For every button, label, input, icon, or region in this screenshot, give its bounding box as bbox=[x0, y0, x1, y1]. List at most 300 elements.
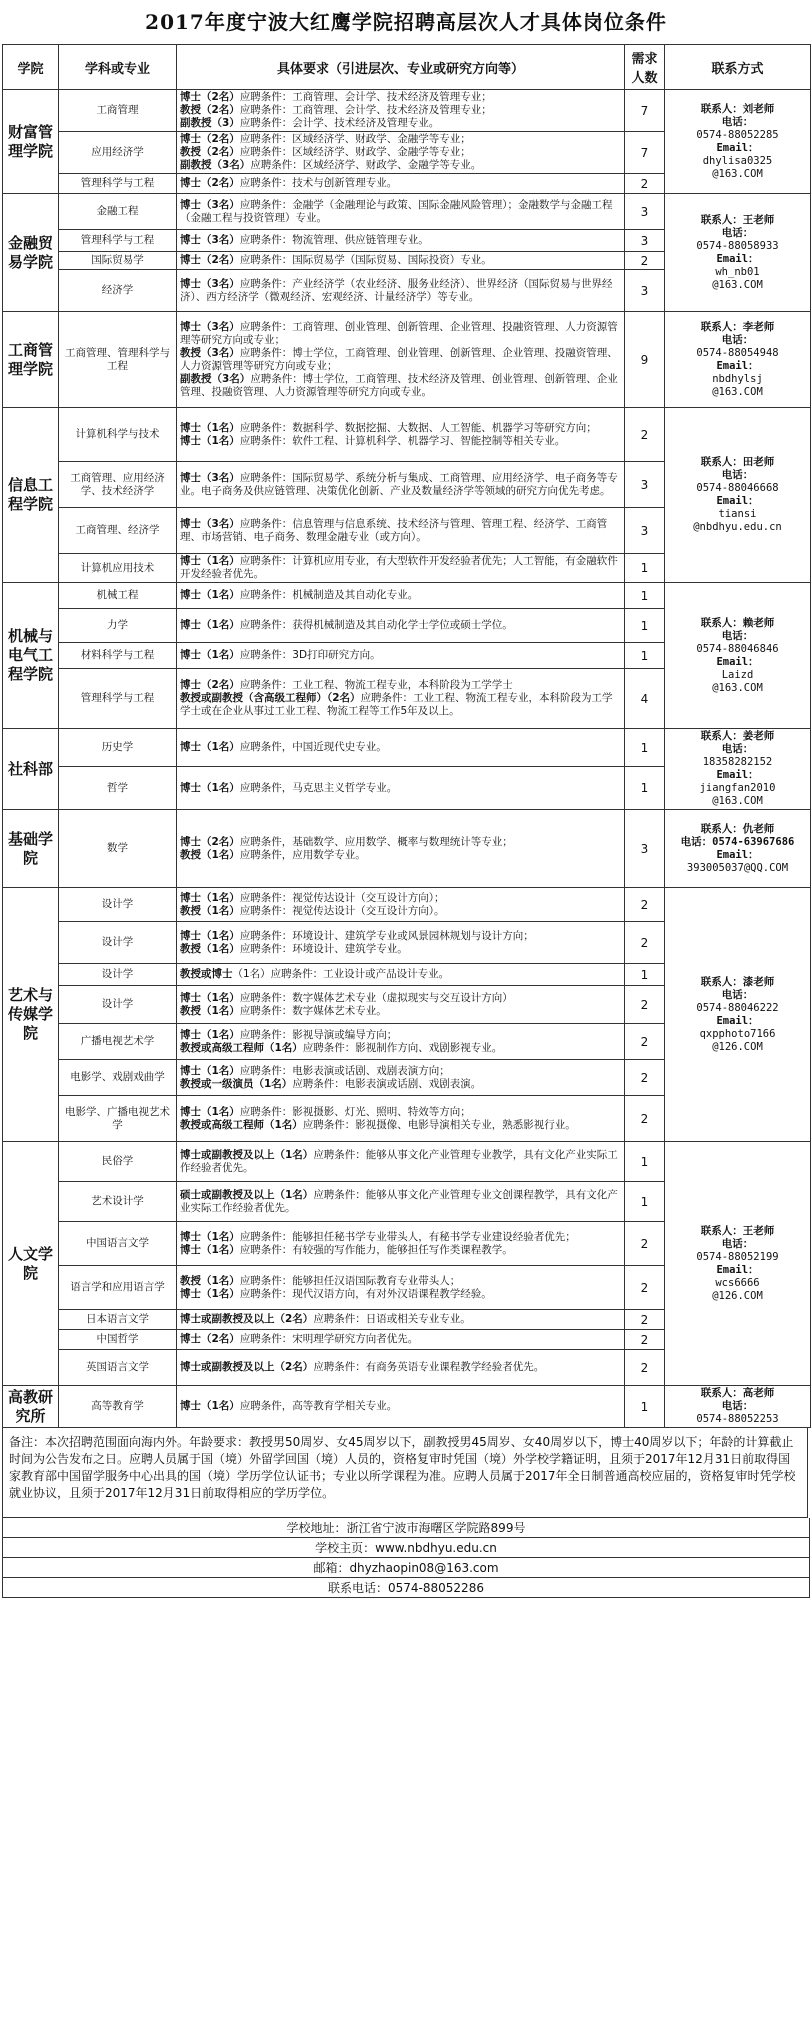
requirement-line bbox=[180, 589, 621, 602]
headcount-cell: 3 bbox=[625, 508, 665, 554]
requirement-cell bbox=[177, 252, 625, 270]
contact-line: 电话： bbox=[721, 115, 754, 128]
contact-line: 0574-88046846 bbox=[696, 642, 779, 655]
col-header-contact: 联系方式 bbox=[665, 45, 811, 90]
requirement-cell bbox=[177, 1386, 625, 1428]
requirement-cell bbox=[177, 1310, 625, 1330]
headcount-cell: 1 bbox=[625, 1142, 665, 1182]
subject-cell: 设计学 bbox=[59, 922, 177, 964]
position-level: 教授或博士 bbox=[180, 968, 233, 980]
headcount-cell: 2 bbox=[625, 408, 665, 462]
requirement-line bbox=[180, 1106, 621, 1119]
subject-cell: 经济学 bbox=[59, 270, 177, 312]
position-level: 博士（1名） bbox=[180, 589, 240, 601]
requirement-line bbox=[180, 199, 621, 225]
college-name: 财富管理学院 bbox=[3, 90, 59, 194]
requirement-cell bbox=[177, 1182, 625, 1222]
headcount-cell: 2 bbox=[625, 1330, 665, 1350]
contact-cell bbox=[665, 888, 811, 1142]
contact-line: 联系人：李老师 bbox=[700, 320, 775, 333]
position-condition: 应聘条件：工商管理、会计学、技术经济及管理专业； bbox=[239, 104, 492, 116]
contact-line: 电话： bbox=[721, 743, 754, 755]
position-condition: 应聘条件：软件工程、计算机科学、机器学习、智能控制等相关专业。 bbox=[239, 434, 566, 447]
requirement-cell bbox=[177, 1024, 625, 1060]
subject-cell: 材料科学与工程 bbox=[59, 643, 177, 669]
requirement-line bbox=[180, 1149, 621, 1175]
table-row bbox=[3, 90, 811, 132]
contact-cell bbox=[665, 408, 811, 583]
requirement-line bbox=[180, 435, 621, 448]
position-level: 博士（1名） bbox=[180, 619, 240, 631]
subject-cell: 工商管理、经济学 bbox=[59, 508, 177, 554]
position-condition: 应聘条件：视觉传达设计（交互设计方向）； bbox=[239, 891, 445, 904]
requirement-line bbox=[180, 104, 621, 117]
requirement-cell bbox=[177, 1096, 625, 1142]
contact-line: 电话： bbox=[721, 333, 754, 346]
requirement-line bbox=[180, 930, 621, 943]
requirement-line bbox=[180, 905, 621, 918]
headcount-cell: 1 bbox=[625, 554, 665, 583]
requirement-line bbox=[180, 943, 621, 956]
subject-cell: 历史学 bbox=[59, 729, 177, 767]
contact-line: 电话： bbox=[721, 226, 754, 239]
contact-cell bbox=[665, 194, 811, 312]
requirement-line bbox=[180, 117, 621, 130]
headcount-cell: 1 bbox=[625, 964, 665, 986]
headcount-cell: 2 bbox=[625, 1096, 665, 1142]
position-level: 硕士或副教授及以上（1名） bbox=[180, 1188, 314, 1201]
subject-cell: 计算机科学与技术 bbox=[59, 408, 177, 462]
position-condition: 应聘条件：物流管理、供应链管理专业。 bbox=[239, 234, 429, 246]
contact-line: Email： bbox=[716, 769, 759, 781]
position-level: 博士（1名） bbox=[180, 741, 240, 754]
table-row bbox=[3, 408, 811, 462]
position-level: 博士（3名） bbox=[180, 277, 240, 290]
requirement-cell bbox=[177, 964, 625, 986]
subject-cell: 中国哲学 bbox=[59, 1330, 177, 1350]
subject-cell: 国际贸易学 bbox=[59, 252, 177, 270]
table-row bbox=[3, 729, 811, 767]
college-name: 机械与电气工程学院 bbox=[3, 583, 59, 729]
position-condition: 应聘条件：国际贸易学（国际贸易、国际投资）专业。 bbox=[239, 254, 492, 266]
position-condition: 应聘条件，马克思主义哲学专业。 bbox=[239, 781, 398, 794]
position-condition: 应聘条件：电影表演或话剧、戏剧表演。 bbox=[292, 1077, 482, 1090]
requirement-cell bbox=[177, 1060, 625, 1096]
position-condition: 应聘条件：计算机应用专业，有大型软件开发经验者优先；人工智能，有金融软件开发经验者优先。 bbox=[180, 555, 618, 580]
contact-line: wcs6666 bbox=[715, 1276, 760, 1289]
contact-line: @163.COM bbox=[712, 385, 763, 398]
headcount-cell: 2 bbox=[625, 922, 665, 964]
school-phone: 联系电话：0574-88052286 bbox=[2, 1578, 810, 1598]
position-condition: （1名）应聘条件：工业设计或产品设计专业。 bbox=[232, 968, 450, 980]
position-condition: 应聘条件：环境设计、建筑学专业或风景园林规划与设计方向； bbox=[239, 929, 534, 942]
position-condition: 应聘条件：产业经济学（农业经济、服务业经济）、世界经济（国际贸易与世界经济）、西方经济学（微观经济、宏观经济、计量经济学）等专业。 bbox=[180, 277, 613, 303]
position-condition: 应聘条件：电影表演或话剧、戏剧表演方向； bbox=[239, 1064, 450, 1077]
contact-line: nbdhylsj bbox=[712, 372, 763, 385]
headcount-cell: 2 bbox=[625, 1024, 665, 1060]
headcount-cell: 2 bbox=[625, 888, 665, 922]
headcount-cell: 2 bbox=[625, 986, 665, 1024]
contact-line: 393005037@QQ.COM bbox=[686, 861, 789, 874]
position-condition: 应聘条件：宋明理学研究方向者优先。 bbox=[239, 1333, 419, 1345]
requirement-line bbox=[180, 1313, 621, 1326]
position-condition: 应聘条件：日语或相关专业专业。 bbox=[313, 1313, 471, 1325]
position-level: 博士（2名） bbox=[180, 1333, 240, 1345]
requirement-line bbox=[180, 1042, 621, 1055]
position-condition: 应聘条件：环境设计、建筑学专业。 bbox=[239, 942, 408, 955]
position-condition: 应聘条件：影视制作方向、戏剧影视专业。 bbox=[302, 1041, 503, 1054]
requirement-line bbox=[180, 321, 621, 347]
contact-line: 0574-88046668 bbox=[696, 482, 779, 494]
headcount-cell: 4 bbox=[625, 669, 665, 729]
contact-line: 联系人：王老师 bbox=[700, 213, 775, 226]
subject-cell: 设计学 bbox=[59, 986, 177, 1024]
requirement-line bbox=[180, 1065, 621, 1078]
subject-cell: 哲学 bbox=[59, 767, 177, 810]
subject-cell: 广播电视艺术学 bbox=[59, 1024, 177, 1060]
requirement-line bbox=[180, 347, 621, 373]
requirement-cell bbox=[177, 669, 625, 729]
table-row bbox=[3, 194, 811, 230]
position-level: 博士或副教授及以上（2名） bbox=[180, 1313, 314, 1325]
contact-line: 电话：0574-63967686 bbox=[680, 835, 795, 848]
contact-line: @163.COM bbox=[712, 167, 763, 180]
requirement-line bbox=[180, 649, 621, 662]
subject-cell: 管理科学与工程 bbox=[59, 174, 177, 194]
college-name: 人文学院 bbox=[3, 1142, 59, 1386]
position-level: 教授或高级工程师（1名） bbox=[180, 1041, 303, 1054]
requirement-cell bbox=[177, 312, 625, 408]
contact-line: 电话： bbox=[721, 1400, 754, 1412]
requirement-line bbox=[180, 892, 621, 905]
contact-line: 联系人：漆老师 bbox=[700, 975, 775, 988]
headcount-cell: 9 bbox=[625, 312, 665, 408]
requirement-line bbox=[180, 692, 621, 718]
requirement-line bbox=[180, 836, 621, 849]
contact-line: 联系人：王老师 bbox=[700, 1224, 775, 1237]
contact-line: 0574-88058933 bbox=[696, 239, 779, 252]
position-level: 教授（3名） bbox=[180, 346, 240, 359]
requirement-line bbox=[180, 849, 621, 862]
contact-line: 电话： bbox=[721, 469, 754, 481]
requirement-line bbox=[180, 619, 621, 632]
subject-cell: 中国语言文学 bbox=[59, 1222, 177, 1266]
position-condition: 应聘条件，应用数学专业。 bbox=[239, 848, 366, 861]
position-level: 博士（1名） bbox=[180, 1230, 240, 1243]
table-row bbox=[3, 312, 811, 408]
headcount-cell: 1 bbox=[625, 767, 665, 810]
position-level: 博士（2名） bbox=[180, 177, 240, 189]
subject-cell: 数学 bbox=[59, 810, 177, 888]
requirement-cell bbox=[177, 554, 625, 583]
position-level: 副教授（3名） bbox=[180, 159, 251, 171]
contact-cell bbox=[665, 1142, 811, 1386]
position-condition: 应聘条件：能够从事文化产业管理专业教学，具有文化产业实际工作经验者优先。 bbox=[180, 1148, 618, 1174]
requirement-line bbox=[180, 1400, 621, 1413]
position-level: 博士（1名） bbox=[180, 649, 240, 661]
headcount-cell: 3 bbox=[625, 462, 665, 508]
contact-line: Email： bbox=[716, 1263, 759, 1276]
requirement-line bbox=[180, 422, 621, 435]
position-level: 教授或副教授（含高级工程师）（2名） bbox=[180, 692, 361, 704]
subject-cell: 高等教育学 bbox=[59, 1386, 177, 1428]
requirement-line bbox=[180, 472, 621, 498]
contact-line: @163.COM bbox=[712, 681, 763, 694]
contact-line: 0574-88052253 bbox=[696, 1413, 779, 1425]
requirement-line bbox=[180, 373, 621, 399]
position-level: 博士（1名） bbox=[180, 891, 240, 904]
headcount-cell: 1 bbox=[625, 643, 665, 669]
requirement-cell bbox=[177, 1330, 625, 1350]
headcount-cell: 1 bbox=[625, 1386, 665, 1428]
requirement-line bbox=[180, 679, 621, 692]
requirement-line bbox=[180, 1231, 621, 1244]
position-condition: 应聘条件：机械制造及其自动化专业。 bbox=[239, 589, 419, 601]
requirement-line bbox=[180, 1275, 621, 1288]
headcount-cell: 3 bbox=[625, 194, 665, 230]
requirement-line bbox=[180, 741, 621, 754]
subject-cell: 力学 bbox=[59, 609, 177, 643]
headcount-cell: 3 bbox=[625, 230, 665, 252]
table-row bbox=[3, 583, 811, 609]
contact-line: jiangfan2010 bbox=[699, 782, 776, 794]
contact-line: @126.COM bbox=[712, 1040, 763, 1053]
requirement-cell bbox=[177, 230, 625, 252]
table-row bbox=[3, 1142, 811, 1182]
position-level: 博士（3名） bbox=[180, 198, 240, 211]
contact-cell bbox=[665, 90, 811, 194]
position-condition: 应聘条件：技术与创新管理专业。 bbox=[239, 177, 398, 189]
contact-cell bbox=[665, 312, 811, 408]
contact-line: dhylisa0325 bbox=[702, 154, 773, 167]
position-condition: 应聘条件，中国近现代史专业。 bbox=[239, 741, 387, 754]
requirement-line bbox=[180, 1244, 621, 1257]
position-condition: 应聘条件：工业工程、物流工程专业，本科阶段为工学学士 bbox=[239, 679, 513, 691]
position-condition: 应聘条件：会计学、技术经济及管理专业。 bbox=[239, 117, 440, 129]
requirement-line bbox=[180, 1029, 621, 1042]
position-condition: 应聘条件：数据科学、数据挖掘、大数据、人工智能、机器学习等研究方向； bbox=[239, 421, 597, 434]
requirement-line bbox=[180, 177, 621, 190]
position-level: 博士（2名） bbox=[180, 133, 240, 145]
position-condition: 应聘条件：区域经济学、财政学、金融学等专业。 bbox=[250, 159, 482, 171]
subject-cell: 英国语言文学 bbox=[59, 1350, 177, 1386]
position-level: 博士（1名） bbox=[180, 421, 240, 434]
requirement-line bbox=[180, 254, 621, 267]
subject-cell: 金融工程 bbox=[59, 194, 177, 230]
college-name: 高教研究所 bbox=[3, 1386, 59, 1428]
contact-line: 0574-88052285 bbox=[696, 128, 779, 141]
requirement-cell bbox=[177, 583, 625, 609]
contact-line: 0574-88046222 bbox=[696, 1001, 779, 1014]
position-level: 博士（2名） bbox=[180, 835, 240, 848]
subject-cell: 艺术设计学 bbox=[59, 1182, 177, 1222]
contact-line: Email： bbox=[716, 359, 759, 372]
table-row bbox=[3, 1386, 811, 1428]
note-paragraph: 备注：本次招聘范围面向海内外。年龄要求：教授男50周岁、女45周岁以下，副教授男45周岁、女40周岁以下，博士40周岁以下；年龄的计算截止时间为公告发布之日。应聘人员属于国（境）外留学回国（境）人员的，资格复审时凭国（境）外学校学籍证明，且须于2017年12月31日前取得国家教育部中国留学服务中心出具的国（境）学历学位认证书；专业以所学课程为准。应聘人员属于2017年全日制普通高校应届的，资格复审时凭学校就业协议，且须于2017年12月31日前取得相应的学历学位。 bbox=[2, 1428, 808, 1518]
position-level: 博士（2名） bbox=[180, 254, 240, 266]
contact-line: Email： bbox=[716, 495, 759, 507]
subject-cell: 电影学、广播电视艺术学 bbox=[59, 1096, 177, 1142]
headcount-cell: 2 bbox=[625, 252, 665, 270]
requirement-cell bbox=[177, 888, 625, 922]
subject-cell: 电影学、戏剧戏曲学 bbox=[59, 1060, 177, 1096]
contact-line: 电话： bbox=[721, 1237, 754, 1250]
requirement-line bbox=[180, 992, 621, 1005]
position-level: 博士（2名） bbox=[180, 91, 240, 103]
headcount-cell: 2 bbox=[625, 1350, 665, 1386]
requirement-cell bbox=[177, 986, 625, 1024]
requirement-cell bbox=[177, 132, 625, 174]
college-name: 基础学院 bbox=[3, 810, 59, 888]
position-level: 博士（1名） bbox=[180, 434, 240, 447]
position-level: 博士（1名） bbox=[180, 1028, 240, 1041]
col-header-requirement: 具体要求（引进层次、专业或研究方向等） bbox=[177, 45, 625, 90]
table-row bbox=[3, 810, 811, 888]
subject-cell: 机械工程 bbox=[59, 583, 177, 609]
requirement-cell bbox=[177, 643, 625, 669]
position-condition: 应聘条件：视觉传达设计（交互设计方向）。 bbox=[239, 904, 445, 917]
position-condition: 应聘条件：3D打印研究方向。 bbox=[239, 649, 381, 661]
position-condition: 应聘条件：能够担任汉语国际教育专业带头人； bbox=[239, 1274, 461, 1287]
contact-line: 联系人：田老师 bbox=[700, 456, 775, 468]
position-level: 博士或副教授及以上（1名） bbox=[180, 1148, 314, 1161]
position-condition: 应聘条件，高等教育学相关专业。 bbox=[239, 1400, 398, 1412]
requirement-line bbox=[180, 1333, 621, 1346]
position-level: 博士（2名） bbox=[180, 679, 240, 691]
position-level: 博士（1名） bbox=[180, 781, 240, 794]
header-row bbox=[3, 45, 811, 90]
table-row bbox=[3, 888, 811, 922]
position-condition: 应聘条件：区域经济学、财政学、金融学等专业； bbox=[239, 133, 471, 145]
position-condition: 应聘条件：数字媒体艺术专业。 bbox=[239, 1004, 387, 1017]
position-level: 教授（1名） bbox=[180, 1274, 240, 1287]
position-condition: 应聘条件：能够担任秘书学专业带头人，有秘书学专业建设经验者优先； bbox=[239, 1230, 576, 1243]
headcount-cell: 1 bbox=[625, 609, 665, 643]
requirement-line bbox=[180, 91, 621, 104]
position-level: 教授或一级演员（1名） bbox=[180, 1077, 293, 1090]
contact-line: wh_nb01 bbox=[715, 265, 760, 278]
requirement-cell bbox=[177, 729, 625, 767]
college-name: 工商管理学院 bbox=[3, 312, 59, 408]
subject-cell: 设计学 bbox=[59, 964, 177, 986]
headcount-cell: 2 bbox=[625, 1266, 665, 1310]
headcount-cell: 2 bbox=[625, 174, 665, 194]
position-condition: 应聘条件：区域经济学、财政学、金融学等专业； bbox=[239, 146, 471, 158]
contact-line: 联系人：姜老师 bbox=[700, 730, 775, 742]
requirement-cell bbox=[177, 462, 625, 508]
position-level: 教授（1名） bbox=[180, 848, 240, 861]
requirement-line bbox=[180, 782, 621, 795]
position-level: 教授（1名） bbox=[180, 942, 240, 955]
requirement-cell bbox=[177, 90, 625, 132]
college-name: 金融贸易学院 bbox=[3, 194, 59, 312]
requirement-cell bbox=[177, 408, 625, 462]
subject-cell: 语言学和应用语言学 bbox=[59, 1266, 177, 1310]
requirement-line bbox=[180, 1005, 621, 1018]
positions-table-body bbox=[3, 90, 811, 1428]
contact-line: 联系人：刘老师 bbox=[700, 102, 775, 115]
position-condition: 应聘条件：影视导演或编导方向； bbox=[239, 1028, 398, 1041]
contact-line: 电话： bbox=[721, 988, 754, 1001]
position-condition: 应聘条件：工商管理、创业管理、创新管理、企业管理、投融资管理、人力资源管理等研究方向或专业； bbox=[180, 320, 618, 346]
contact-cell bbox=[665, 1386, 811, 1428]
requirement-cell bbox=[177, 1222, 625, 1266]
position-level: 博士（1名） bbox=[180, 1287, 240, 1300]
requirement-line bbox=[180, 1361, 621, 1374]
requirement-line bbox=[180, 518, 621, 544]
position-level: 博士（1名） bbox=[180, 555, 240, 567]
contact-line: Email： bbox=[716, 141, 759, 154]
position-level: 教授（1名） bbox=[180, 904, 240, 917]
requirement-cell bbox=[177, 194, 625, 230]
position-level: 博士（3名） bbox=[180, 517, 240, 530]
subject-cell: 计算机应用技术 bbox=[59, 554, 177, 583]
position-condition: 应聘条件：有较强的写作能力，能够担任写作类课程教学。 bbox=[239, 1243, 513, 1256]
college-name: 信息工程学院 bbox=[3, 408, 59, 583]
subject-cell: 日本语言文学 bbox=[59, 1310, 177, 1330]
headcount-cell: 2 bbox=[625, 1222, 665, 1266]
contact-line: 18358282152 bbox=[702, 756, 773, 768]
headcount-cell: 1 bbox=[625, 583, 665, 609]
requirement-line bbox=[180, 1119, 621, 1132]
school-email: 邮箱：dhyzhaopin08@163.com bbox=[2, 1558, 810, 1578]
college-name: 社科部 bbox=[3, 729, 59, 810]
col-header-subject: 学科或专业 bbox=[59, 45, 177, 90]
subject-cell: 应用经济学 bbox=[59, 132, 177, 174]
requirement-cell bbox=[177, 1142, 625, 1182]
position-condition: 应聘条件：现代汉语方向，有对外汉语课程教学经验。 bbox=[239, 1287, 492, 1300]
position-level: 教授或高级工程师（1名） bbox=[180, 1118, 303, 1131]
contact-line: Email： bbox=[716, 1014, 759, 1027]
headcount-cell: 1 bbox=[625, 729, 665, 767]
requirement-line bbox=[180, 1288, 621, 1301]
position-condition: 应聘条件：能够从事文化产业管理专业文创课程教学，具有文化产业实际工作经验者优先。 bbox=[180, 1188, 618, 1214]
contact-line: Laizd bbox=[721, 668, 754, 681]
requirement-cell bbox=[177, 508, 625, 554]
positions-table bbox=[2, 44, 811, 1428]
contact-line: 联系人：高老师 bbox=[700, 1387, 775, 1399]
school-homepage: 学校主页：www.nbdhyu.edu.cn bbox=[2, 1538, 810, 1558]
position-level: 博士（3名） bbox=[180, 234, 240, 246]
subject-cell: 管理科学与工程 bbox=[59, 669, 177, 729]
contact-cell bbox=[665, 810, 811, 888]
col-header-college: 学院 bbox=[3, 45, 59, 90]
position-level: 博士（3名） bbox=[180, 471, 240, 484]
school-address: 学校地址：浙江省宁波市海曙区学院路899号 bbox=[2, 1518, 810, 1538]
position-condition: 应聘条件：博士学位，工商管理、创业管理、创新管理、企业管理、投融资管理、人力资源管理等研究方向或专业； bbox=[180, 346, 618, 372]
position-condition: 应聘条件，基础数学、应用数学、概率与数理统计等专业； bbox=[239, 835, 513, 848]
subject-cell: 设计学 bbox=[59, 888, 177, 922]
contact-line: 联系人：仇老师 bbox=[700, 822, 775, 835]
subject-cell: 民俗学 bbox=[59, 1142, 177, 1182]
position-level: 博士（1名） bbox=[180, 1243, 240, 1256]
contact-line: tiansi bbox=[718, 508, 757, 520]
contact-line: 电话： bbox=[721, 629, 754, 642]
position-condition: 应聘条件：有商务英语专业课程教学经验者优先。 bbox=[313, 1361, 545, 1373]
contact-line: @126.COM bbox=[712, 1289, 763, 1302]
contact-line: @nbdhyu.edu.cn bbox=[693, 521, 782, 533]
subject-cell: 工商管理、应用经济学、技术经济学 bbox=[59, 462, 177, 508]
position-condition: 应聘条件：数字媒体艺术专业（虚拟现实与交互设计方向） bbox=[239, 991, 513, 1004]
headcount-cell: 7 bbox=[625, 90, 665, 132]
position-level: 博士或副教授及以上（2名） bbox=[180, 1361, 314, 1373]
position-condition: 应聘条件：影视摄影、灯光、照明、特效等方向； bbox=[239, 1105, 471, 1118]
requirement-cell bbox=[177, 1350, 625, 1386]
requirement-cell bbox=[177, 922, 625, 964]
position-level: 教授（2名） bbox=[180, 104, 240, 116]
requirement-line bbox=[180, 555, 621, 581]
requirement-line bbox=[180, 278, 621, 304]
